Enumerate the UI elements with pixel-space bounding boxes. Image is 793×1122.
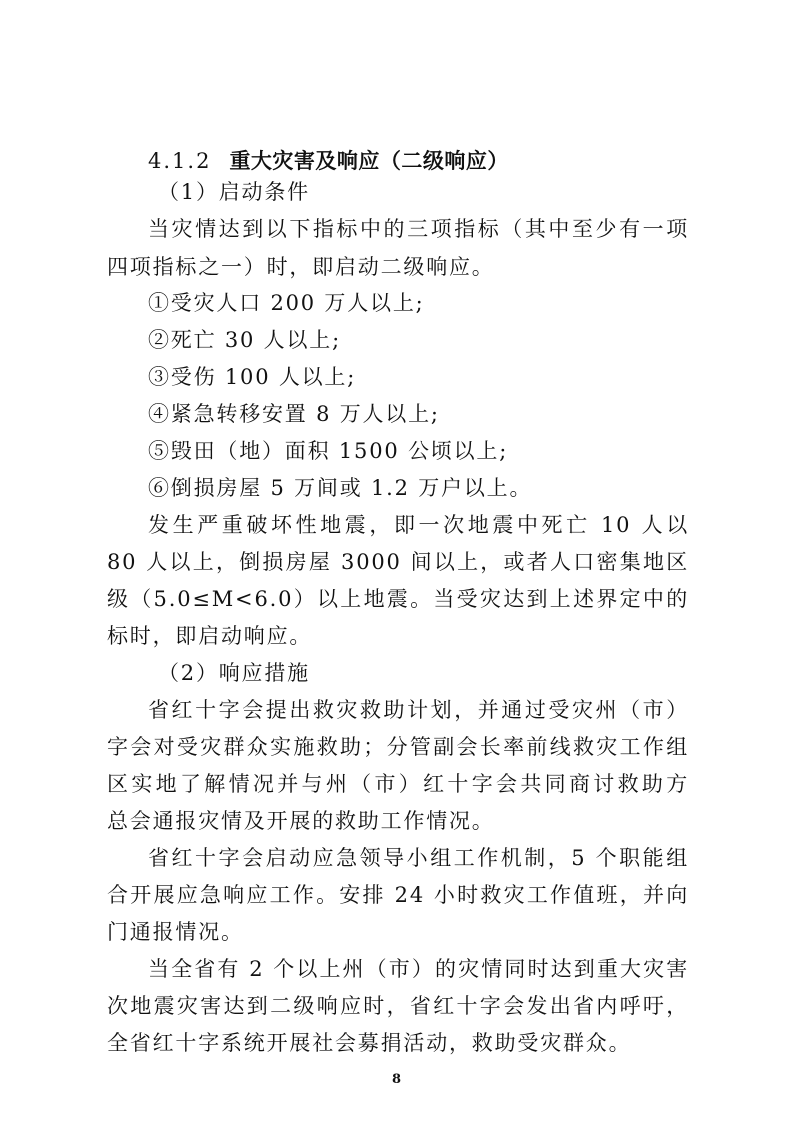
criterion-6: ⑥倒损房屋 5 万间或 1.2 万户以上。 bbox=[148, 476, 533, 500]
measures-p1-line-4: 总会通报灾情及开展的救助工作情况。 bbox=[107, 809, 495, 833]
criterion-5: ⑤毁田（地）面积 1500 公顷以上; bbox=[148, 439, 509, 463]
response-measures-heading: （2）响应措施 bbox=[158, 661, 310, 685]
measures-p1-line-2: 字会对受灾群众实施救助；分管副会长率前线救灾工作组 bbox=[107, 735, 689, 759]
measures-p3-line-1: 当全省有 2 个以上州（市）的灾情同时达到重大灾害 bbox=[148, 957, 689, 981]
earthquake-line-4: 标时，即启动响应。 bbox=[107, 624, 313, 648]
criterion-1: ①受灾人口 200 万人以上; bbox=[148, 291, 425, 315]
section-title: 重大灾害及响应（二级响应） bbox=[229, 149, 509, 173]
measures-p2-line-1: 省红十字会启动应急领导小组工作机制，5 个职能组 bbox=[148, 846, 689, 870]
measures-p2-line-2: 合开展应急响应工作。安排 24 小时救灾工作值班，并向 bbox=[107, 883, 689, 907]
intro-line-2: 四项指标之一）时，即启动二级响应。 bbox=[107, 255, 495, 279]
section-heading bbox=[148, 146, 689, 176]
measures-p3-line-3: 全省红十字系统开展社会募捐活动，救助受灾群众。 bbox=[107, 1031, 632, 1055]
section-number: 4.1.2 bbox=[148, 149, 212, 173]
earthquake-line-3: 级（5.0≤M<6.0）以上地震。当受灾达到上述界定中的 bbox=[107, 587, 689, 611]
earthquake-line-2: 80 人以上，倒损房屋 3000 间以上，或者人口密集地区 bbox=[107, 550, 689, 574]
start-conditions-heading: （1）启动条件 bbox=[158, 180, 310, 204]
measures-p3-line-2: 次地震灾害达到二级响应时，省红十字会发出省内呼吁， bbox=[107, 994, 689, 1018]
measures-p2-line-3: 门通报情况。 bbox=[107, 920, 244, 944]
criterion-4: ④紧急转移安置 8 万人以上; bbox=[148, 402, 440, 426]
measures-p1-line-1: 省红十字会提出救灾救助计划，并通过受灾州（市） bbox=[148, 698, 689, 722]
intro-line-1: 当灾情达到以下指标中的三项指标（其中至少有一项 bbox=[148, 217, 689, 241]
criterion-3: ③受伤 100 人以上; bbox=[148, 365, 357, 389]
earthquake-line-1: 发生严重破坏性地震，即一次地震中死亡 10 人以 bbox=[148, 513, 689, 537]
page-number: 8 bbox=[391, 1072, 402, 1087]
criterion-2: ②死亡 30 人以上; bbox=[148, 328, 341, 352]
measures-p1-line-3: 区实地了解情况并与州（市）红十字会共同商讨救助方 bbox=[107, 772, 689, 796]
